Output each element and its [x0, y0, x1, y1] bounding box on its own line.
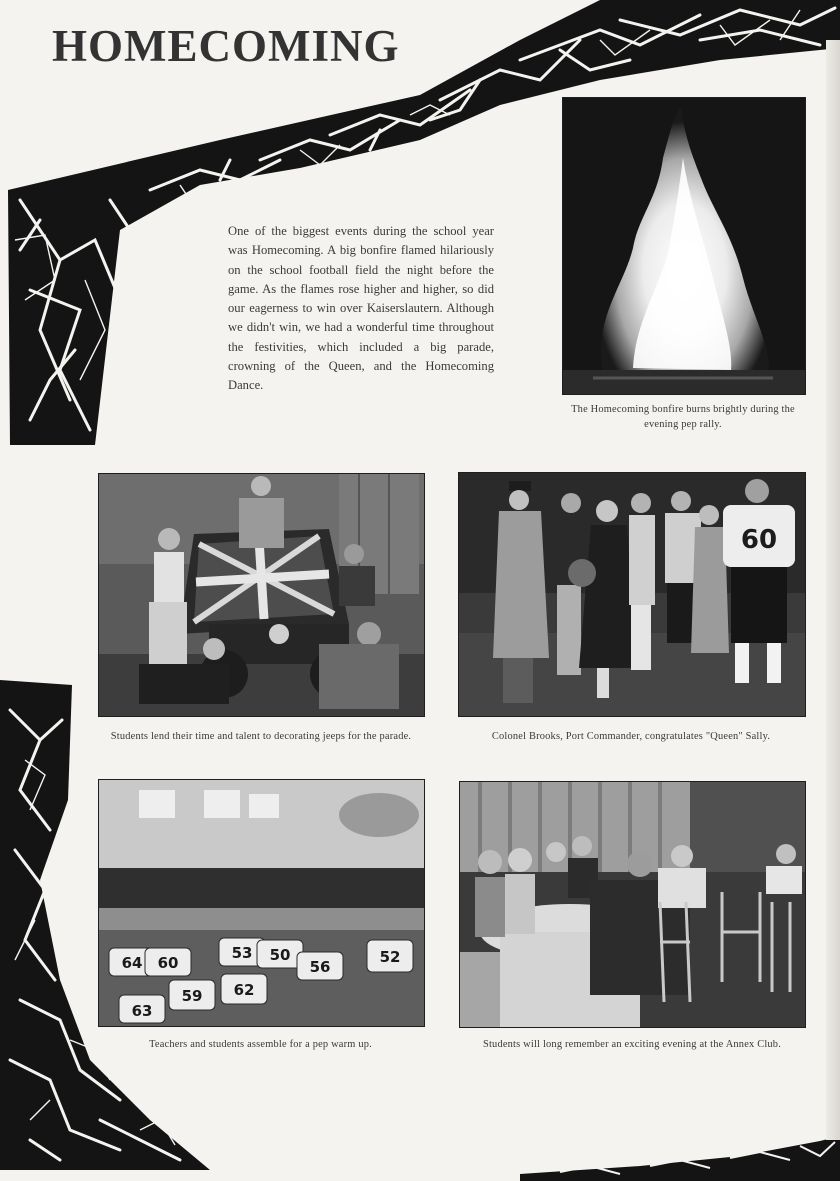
jersey-number-53: 53 [231, 944, 253, 962]
jersey-number-52: 52 [379, 948, 401, 966]
jeeps-photo [98, 473, 425, 717]
jersey-number-59: 59 [181, 987, 203, 1005]
jeeps-caption: Students lend their time and talent to decorating jeeps for the parade. [110, 731, 412, 742]
annex-club-photo [459, 781, 806, 1028]
pep-rally-caption: Teachers and students assemble for a pep warm up. [149, 1039, 372, 1050]
intro-paragraph: One of the biggest events during the school year was Homecoming. A big bonfire flamed hilariously on the school football field the night before the game. As the flames rose higher and higher, so did our eagerness to win over Kaiserslautern. Although we didn't win, we had a wonderful time throughout the festivities, which included a big parade, crowning of the Queen, and the Homecoming Dance. [228, 224, 494, 393]
jersey-number-60: 60 [157, 954, 179, 972]
queen-caption: Colonel Brooks, Port Commander, congratulates "Queen" Sally. [491, 731, 771, 742]
annex-club-caption: Students will long remember an exciting evening at the Annex Club. [482, 1039, 782, 1050]
jersey-number-56: 56 [309, 958, 331, 976]
bonfire-photo [562, 97, 806, 395]
bonfire-caption: The Homecoming bonfire burns brightly during the evening pep rally. [571, 404, 795, 430]
jersey-number-64: 64 [121, 954, 143, 972]
pep-rally-photo [98, 779, 425, 1027]
crackle-decoration-bottom [520, 1136, 840, 1181]
jersey-number-63: 63 [131, 1002, 153, 1020]
jersey-number-60: 60 [740, 525, 778, 555]
jersey-number-50: 50 [269, 946, 291, 964]
page-edge-shadow [826, 40, 840, 1140]
page-title: HOMECOMING [52, 21, 400, 71]
queen-photo [458, 472, 806, 717]
jersey-number-62: 62 [233, 981, 255, 999]
